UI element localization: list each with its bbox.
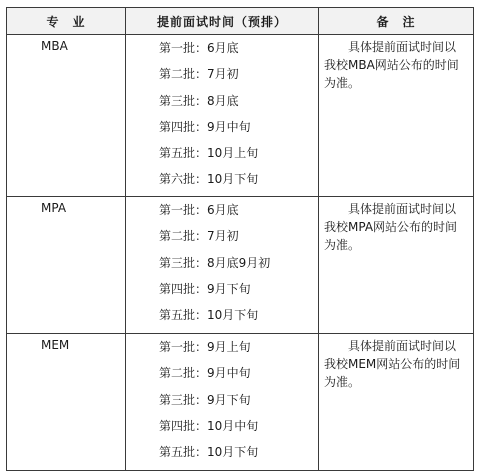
header-interview-time: 提前面试时间（预排） [126,8,319,35]
batch-list [126,35,318,193]
batch-item: 第二批：9月中旬 [159,366,251,381]
batch-item: 第二批：7月初 [159,229,239,244]
note-text: 具体提前面试时间以我校MBA网站公布的时间为准。 [324,40,459,90]
header-major: 专 业 [7,8,126,35]
major-cell: MPA [7,197,126,334]
batch-item: 第五批：10月下旬 [159,445,259,460]
table-row-mem [7,334,474,471]
batch-list [126,197,318,328]
batch-item: 第四批：9月中旬 [159,119,251,134]
batch-item: 第四批：9月下旬 [159,281,251,296]
batch-item: 第四批：10月中旬 [159,418,259,433]
table-header-row [7,8,474,35]
batch-item: 第三批：8月底 [159,93,239,108]
table-row-mba [7,35,474,197]
batch-item: 第五批：10月上旬 [159,146,259,161]
batch-cell [126,334,319,471]
note-text: 具体提前面试时间以我校MEM网站公布的时间为准。 [324,339,461,389]
batch-cell [126,35,319,197]
batch-item: 第二批：7月初 [159,67,239,82]
batch-item: 第一批：9月上旬 [159,340,251,354]
major-cell: MEM [7,334,126,471]
note-cell [319,35,474,197]
batch-item: 第一批：6月底 [159,203,239,217]
batch-cell [126,197,319,334]
note-cell [319,197,474,334]
batch-item: 第一批：6月底 [159,41,239,55]
note-cell [319,334,474,471]
note-text: 具体提前面试时间以我校MPA网站公布的时间为准。 [324,202,458,252]
batch-item: 第三批：8月底9月初 [159,255,271,270]
table-row-mpa [7,197,474,334]
interview-schedule-table [6,7,474,471]
batch-list [126,334,318,465]
batch-item: 第五批：10月下旬 [159,308,259,323]
batch-item: 第六批：10月下旬 [159,172,259,187]
major-cell: MBA [7,35,126,197]
header-remarks: 备 注 [319,8,474,35]
batch-item: 第三批：9月下旬 [159,392,251,407]
